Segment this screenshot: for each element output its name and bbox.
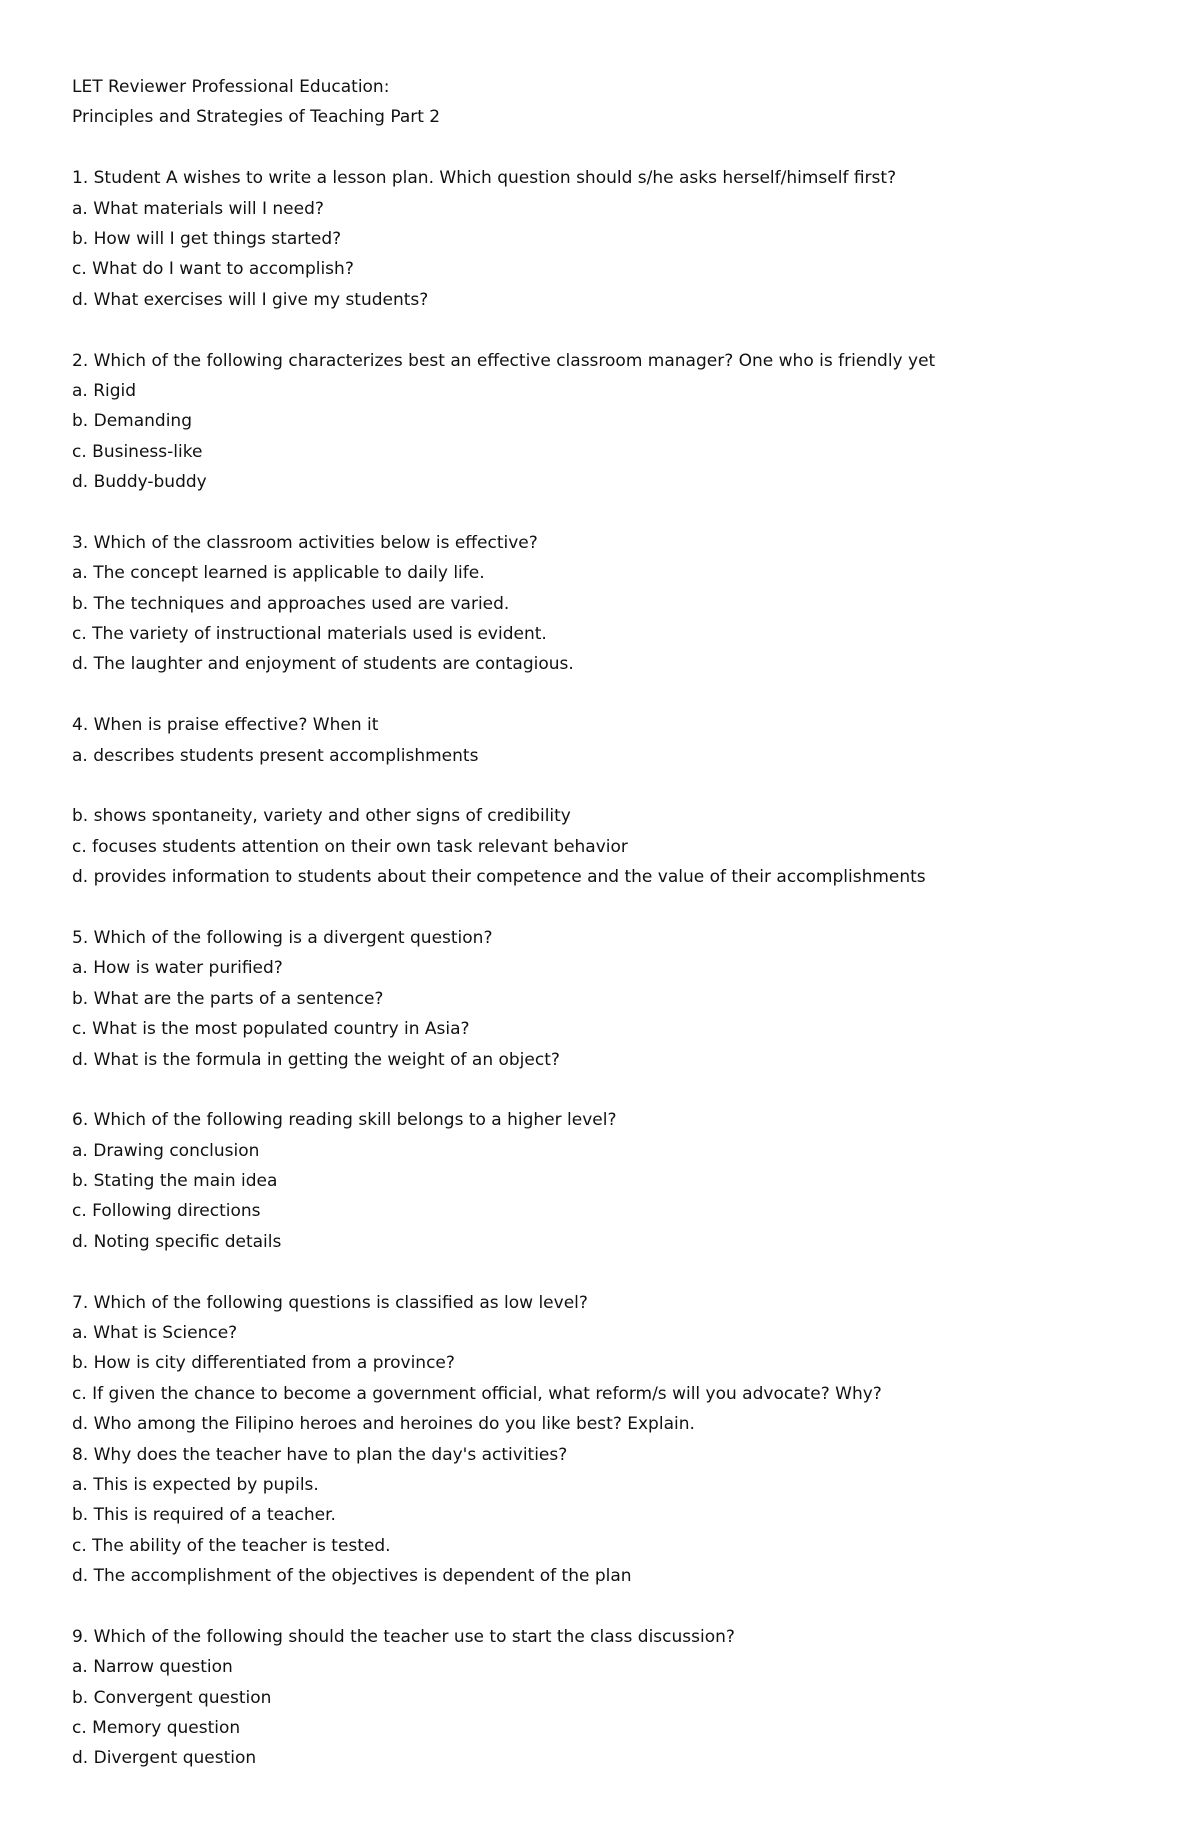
question-5 — [72, 923, 1152, 1075]
question-text: 9. Which of the following should the teacher use to start the class discussion? — [72, 1626, 735, 1647]
document-subtitle: Principles and Strategies of Teaching Part 2 — [72, 107, 441, 128]
document-page — [72, 72, 1152, 1774]
option-c: c. focuses students attention on their own task relevant behavior — [72, 836, 628, 857]
question-text: 7. Which of the following questions is classified as low level? — [72, 1292, 588, 1313]
option-a: a. Drawing conclusion — [72, 1140, 260, 1161]
option-a: a. What is Science? — [72, 1323, 238, 1344]
option-d: d. Buddy-buddy — [72, 472, 207, 493]
option-d: d. What is the formula in getting the weight of an object? — [72, 1049, 560, 1070]
option-b: b. How is city differentiated from a province? — [72, 1353, 455, 1374]
option-b: b. Convergent question — [72, 1687, 272, 1708]
question-text: 4. When is praise effective? When it — [72, 715, 379, 736]
question-6 — [72, 1105, 1152, 1257]
option-a: a. What materials will I need? — [72, 198, 324, 219]
question-9 — [72, 1622, 1152, 1774]
option-b: b. The techniques and approaches used are varied. — [72, 593, 510, 614]
question-text: 1. Student A wishes to write a lesson plan. Which question should s/he asks herself/himself first? — [72, 168, 897, 189]
option-d: d. What exercises will I give my students? — [72, 289, 429, 310]
option-b: b. Demanding — [72, 411, 192, 432]
option-d: d. Noting specific details — [72, 1231, 282, 1252]
option-c: c. The ability of the teacher is tested. — [72, 1535, 391, 1556]
option-d: d. The accomplishment of the objectives is dependent of the plan — [72, 1566, 632, 1587]
option-b: b. Stating the main idea — [72, 1171, 278, 1192]
option-b: b. shows spontaneity, variety and other signs of credibility — [72, 806, 571, 827]
option-d: d. provides information to students about their competence and the value of their accomplishments — [72, 867, 926, 888]
option-a: a. Narrow question — [72, 1657, 233, 1678]
question-7 — [72, 1288, 1152, 1440]
option-c: c. Memory question — [72, 1718, 241, 1739]
option-b: b. This is required of a teacher. — [72, 1505, 336, 1526]
question-3 — [72, 528, 1152, 680]
question-text: 8. Why does the teacher have to plan the day's activities? — [72, 1444, 568, 1465]
option-a: a. This is expected by pupils. — [72, 1474, 319, 1495]
option-a: a. describes students present accomplishments — [72, 745, 479, 766]
document-title: LET Reviewer Professional Education: — [72, 77, 390, 97]
question-text: 2. Which of the following characterizes best an effective classroom manager? One who is friendly yet — [72, 350, 936, 371]
question-text: 6. Which of the following reading skill belongs to a higher level? — [72, 1110, 617, 1131]
option-c: c. The variety of instructional materials used is evident. — [72, 624, 547, 645]
question-4 — [72, 710, 1152, 892]
option-c: c. What do I want to accomplish? — [72, 259, 354, 280]
option-d: d. Divergent question — [72, 1748, 257, 1769]
option-b: b. How will I get things started? — [72, 228, 342, 249]
question-8 — [72, 1440, 1152, 1592]
option-c: c. If given the chance to become a government official, what reform/s will you advocate? Why? — [72, 1383, 882, 1404]
question-text: 5. Which of the following is a divergent question? — [72, 927, 493, 948]
option-c: c. What is the most populated country in Asia? — [72, 1019, 470, 1040]
option-d: d. Who among the Filipino heroes and heroines do you like best? Explain. — [72, 1414, 695, 1435]
option-a: a. Rigid — [72, 380, 137, 401]
option-b: b. What are the parts of a sentence? — [72, 988, 384, 1009]
option-a: a. How is water purified? — [72, 958, 283, 979]
question-1 — [72, 163, 1152, 315]
question-text: 3. Which of the classroom activities below is effective? — [72, 532, 538, 553]
option-a: a. The concept learned is applicable to daily life. — [72, 563, 485, 584]
question-2 — [72, 346, 1152, 498]
option-c: c. Business-like — [72, 441, 203, 462]
option-c: c. Following directions — [72, 1201, 261, 1222]
option-d: d. The laughter and enjoyment of students are contagious. — [72, 654, 574, 675]
